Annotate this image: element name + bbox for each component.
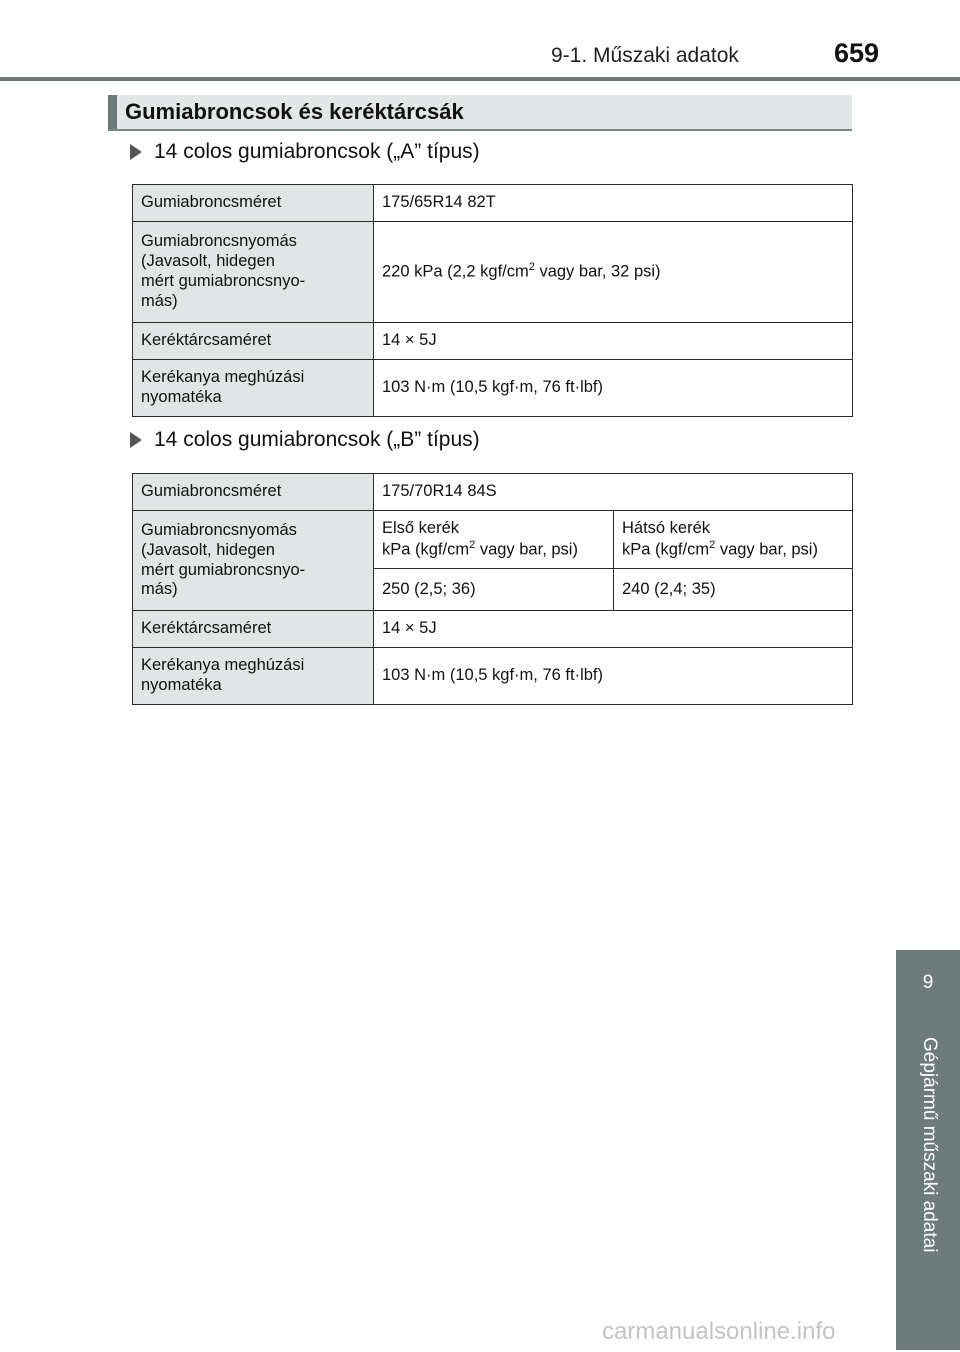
pressure-label-line: (Javasolt, hidegen <box>141 252 275 271</box>
header-divider <box>0 77 960 81</box>
front-wheel-unit: vagy bar, psi) <box>475 540 578 559</box>
rear-pressure-value: 240 (2,4; 35) <box>614 569 853 611</box>
bullet-arrow-icon <box>130 432 142 448</box>
size-label: Gumiabroncsméret <box>133 185 374 222</box>
table-row <box>133 611 853 648</box>
superscript: 2 <box>528 261 535 274</box>
section-accent <box>108 95 117 129</box>
superscript: 2 <box>709 538 716 551</box>
torque-label <box>133 360 374 417</box>
rim-label: Keréktárcsaméret <box>133 323 374 360</box>
type-a-heading <box>130 140 480 164</box>
front-pressure-value: 250 (2,5; 36) <box>374 569 614 611</box>
table-row <box>133 323 853 360</box>
table-row <box>133 474 853 511</box>
table-row <box>133 185 853 222</box>
page-number: 659 <box>834 38 880 68</box>
section-title: Gumiabroncsok és keréktárcsák <box>125 99 464 124</box>
table-row <box>133 222 853 323</box>
table-row <box>133 360 853 417</box>
superscript: 2 <box>469 538 476 551</box>
chapter-label: Gépjármű műszaki adatai <box>919 1037 940 1253</box>
bullet-arrow-icon <box>130 144 142 160</box>
size-value: 175/65R14 82T <box>374 185 853 222</box>
torque-label-line: Kerékanya meghúzási <box>141 368 305 387</box>
header-title: 9-1. Műszaki adatok <box>551 44 739 67</box>
pressure-value <box>374 222 853 323</box>
type-a-heading-text: 14 colos gumiabroncsok („A” típus) <box>154 140 480 163</box>
torque-value: 103 N·m (10,5 kgf·m, 76 ft·lbf) <box>374 648 853 705</box>
chapter-number: 9 <box>922 972 934 993</box>
rear-wheel-unit: kPa (kgf/cm <box>622 540 710 559</box>
front-wheel-title: Első kerék <box>382 518 460 537</box>
torque-label-line: nyomatéka <box>141 676 222 694</box>
pressure-value-text: vagy bar, 32 psi) <box>534 262 661 281</box>
front-wheel-unit: kPa (kgf/cm <box>382 540 470 559</box>
rim-value: 14 × 5J <box>374 611 853 648</box>
pressure-label-line: (Javasolt, hidegen <box>141 540 275 559</box>
pressure-label-line: mért gumiabroncsnyo- <box>141 272 306 290</box>
pressure-label-line: mért gumiabroncsnyo- <box>141 560 306 579</box>
size-label: Gumiabroncsméret <box>133 474 374 511</box>
pressure-label <box>133 511 374 611</box>
rear-wheel-unit: vagy bar, psi) <box>715 540 818 559</box>
type-b-heading-text: 14 colos gumiabroncsok („B” típus) <box>154 428 480 451</box>
pressure-label-line: más) <box>141 580 178 599</box>
watermark: carmanualsonline.info <box>602 1318 836 1345</box>
pressure-label-line: Gumiabroncsnyomás <box>141 232 297 251</box>
table-row <box>133 511 853 569</box>
type-a-table <box>132 184 853 417</box>
pressure-label-line: Gumiabroncsnyomás <box>141 520 297 539</box>
section-heading-bar <box>108 95 852 131</box>
front-wheel-header <box>374 511 614 569</box>
rim-value: 14 × 5J <box>374 323 853 360</box>
rim-label: Keréktárcsaméret <box>133 611 374 648</box>
pressure-value-text: 220 kPa (2,2 kgf/cm <box>382 262 529 281</box>
rear-wheel-header <box>614 511 853 569</box>
chapter-tab <box>896 950 960 1350</box>
rear-wheel-title: Hátsó kerék <box>622 518 711 537</box>
torque-label <box>133 648 374 705</box>
torque-label-line: Kerékanya meghúzási <box>141 656 305 675</box>
torque-label-line: nyomatéka <box>141 388 222 406</box>
torque-value: 103 N·m (10,5 kgf·m, 76 ft·lbf) <box>374 360 853 417</box>
type-b-heading <box>130 428 480 452</box>
pressure-label <box>133 222 374 323</box>
pressure-label-line: más) <box>141 291 178 310</box>
size-value: 175/70R14 84S <box>374 474 853 511</box>
table-row <box>133 648 853 705</box>
type-b-table <box>132 473 853 705</box>
